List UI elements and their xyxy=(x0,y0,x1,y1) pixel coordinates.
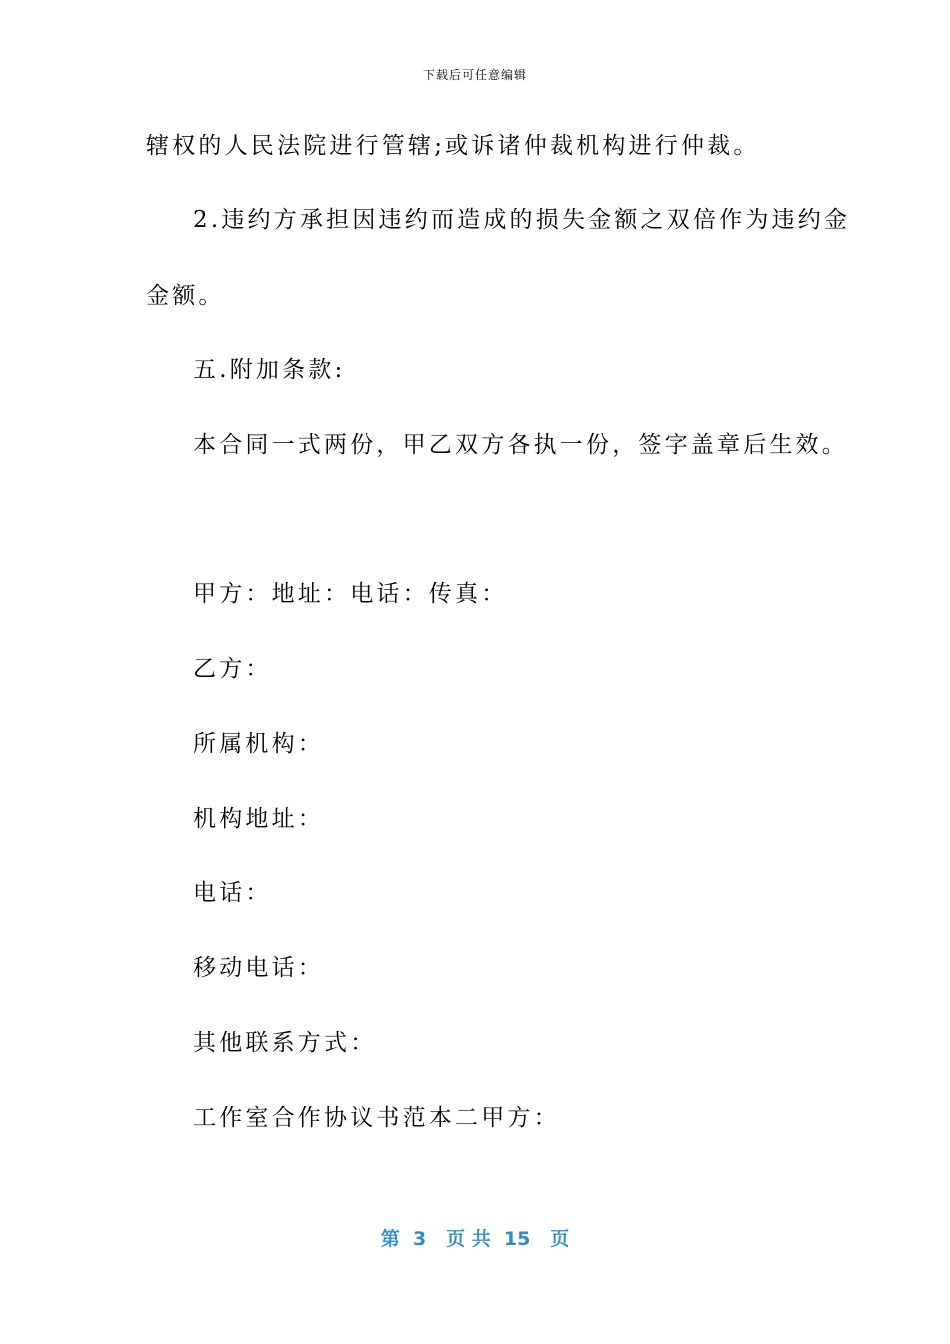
page-header: 下载后可任意编辑 xyxy=(422,68,527,82)
paragraph-line: 本合同一式两份，甲乙双方各执一份，签字盖章后生效。 xyxy=(193,432,848,458)
paragraph-line: 工作室合作协议书范本二甲方： xyxy=(193,1105,560,1131)
form-field-label: 移动电话： xyxy=(193,955,324,981)
paragraph-line: 辖权的人民法院进行管辖;或诉诸仲裁机构进行仲裁。 xyxy=(146,133,760,159)
paragraph-line: 金额。 xyxy=(146,283,225,309)
form-field-label: 其他联系方式： xyxy=(193,1030,377,1056)
form-field-label: 机构地址： xyxy=(193,806,324,832)
section-heading: 五.附加条款: xyxy=(193,357,346,383)
party-a-line: 甲方：地址：电话：传真： xyxy=(193,581,508,607)
page-number-footer: 第 3 页 共 15 页 xyxy=(380,1228,570,1250)
paragraph-line: 2.违约方承担因违约而造成的损失金额之双倍作为违约金 xyxy=(193,207,851,233)
party-b-line: 乙方： xyxy=(193,656,272,682)
form-field-label: 所属机构： xyxy=(193,731,324,757)
form-field-label: 电话： xyxy=(193,880,272,906)
